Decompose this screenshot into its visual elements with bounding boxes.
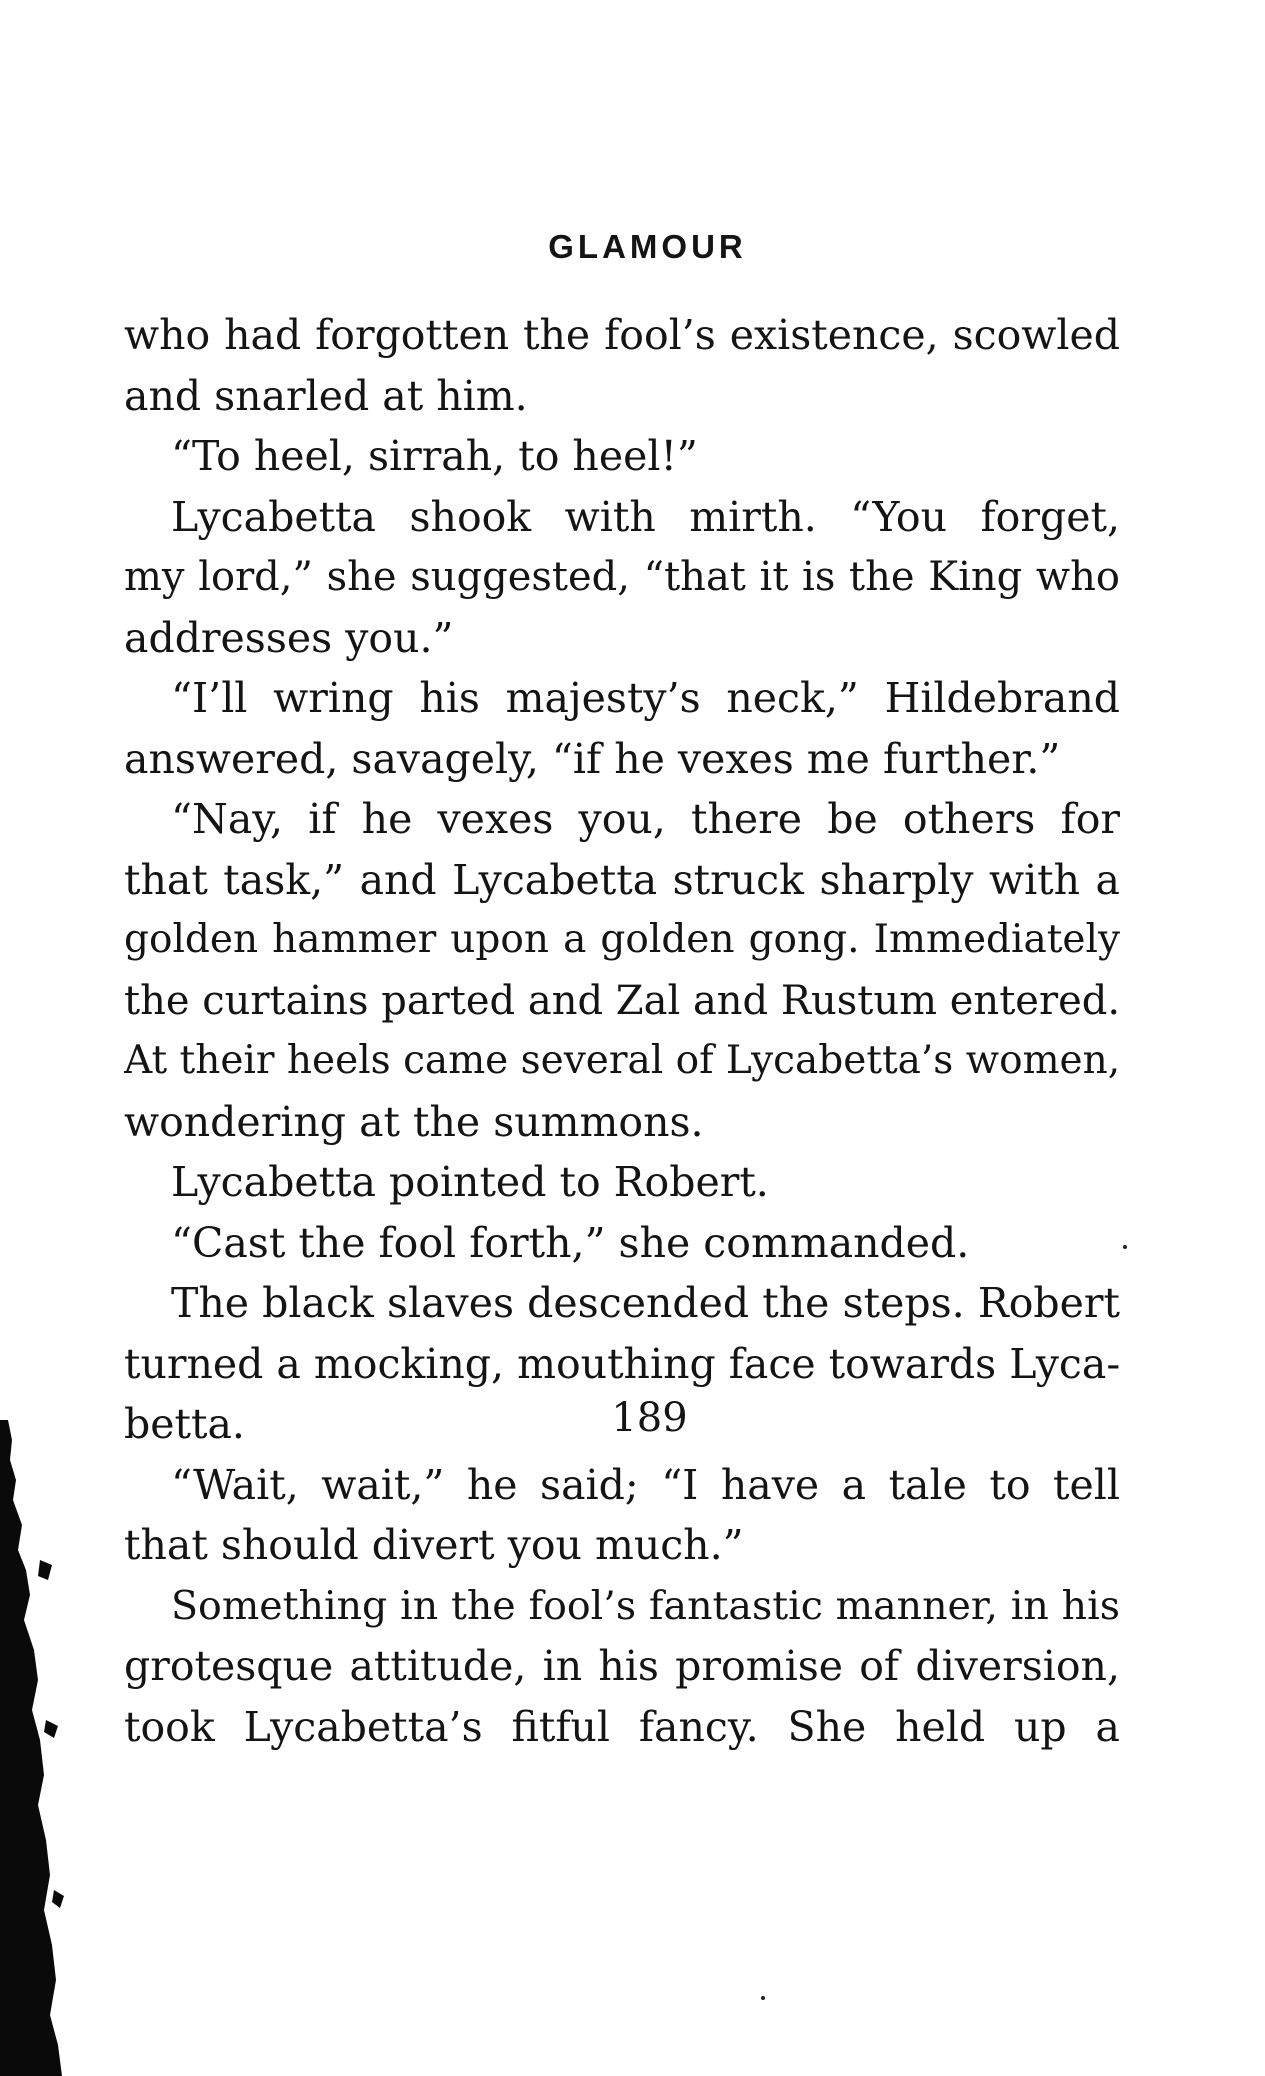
text-line: that should divert you much.” bbox=[124, 1521, 744, 1569]
text-line: Something in the fool’s fantastic manner, in his bbox=[171, 1582, 1120, 1629]
text-line: addresses you.” bbox=[124, 613, 454, 662]
text-line: The black slaves descended the steps. Robert bbox=[171, 1279, 1120, 1327]
text-line: that task,” and Lycabetta struck sharply with a bbox=[124, 855, 1120, 904]
text-line: wondering at the summons. bbox=[124, 1097, 704, 1146]
text-line: “Wait, wait,” he said; “I have a tale to tell bbox=[171, 1460, 1120, 1509]
text-line: “Nay, if he vexes you, there be others for bbox=[171, 795, 1120, 843]
binding-shadow bbox=[0, 1420, 90, 2076]
text-line: betta. bbox=[124, 1400, 245, 1448]
text-line: At their heels came several of Lycabetta’s women, bbox=[124, 1038, 1120, 1083]
text-line: “Cast the fool forth,” she commanded. bbox=[171, 1218, 970, 1267]
text-line: “I’ll wring his majesty’s neck,” Hildebrand bbox=[171, 674, 1120, 722]
text-line: golden hammer upon a golden gong. Immediately bbox=[124, 917, 1120, 962]
text-line: and snarled at him. bbox=[124, 371, 528, 420]
body-text bbox=[124, 305, 1120, 1757]
running-head: GLAMOUR bbox=[548, 228, 747, 265]
text-line: grotesque attitude, in his promise of diversion, bbox=[124, 1642, 1120, 1690]
text-line: took Lycabetta’s fitful fancy. She held up a bbox=[124, 1702, 1120, 1751]
page-number: 189 bbox=[611, 1395, 688, 1441]
text-line: who had forgotten the fool’s existence, scowled bbox=[124, 311, 1120, 359]
print-speck bbox=[1123, 1245, 1127, 1249]
text-line: turned a mocking, mouthing face towards Lyca- bbox=[124, 1339, 1120, 1388]
text-line: “To heel, sirrah, to heel!” bbox=[171, 432, 698, 480]
text-line: answered, savagely, “if he vexes me further.” bbox=[124, 734, 1061, 783]
text-line: Lycabetta shook with mirth. “You forget, bbox=[171, 492, 1120, 541]
text-line: the curtains parted and Zal and Rustum entered. bbox=[124, 977, 1120, 1024]
print-speck bbox=[761, 1996, 765, 2000]
text-line: Lycabetta pointed to Robert. bbox=[171, 1158, 769, 1206]
text-line: my lord,” she suggested, “that it is the King who bbox=[124, 554, 1120, 600]
